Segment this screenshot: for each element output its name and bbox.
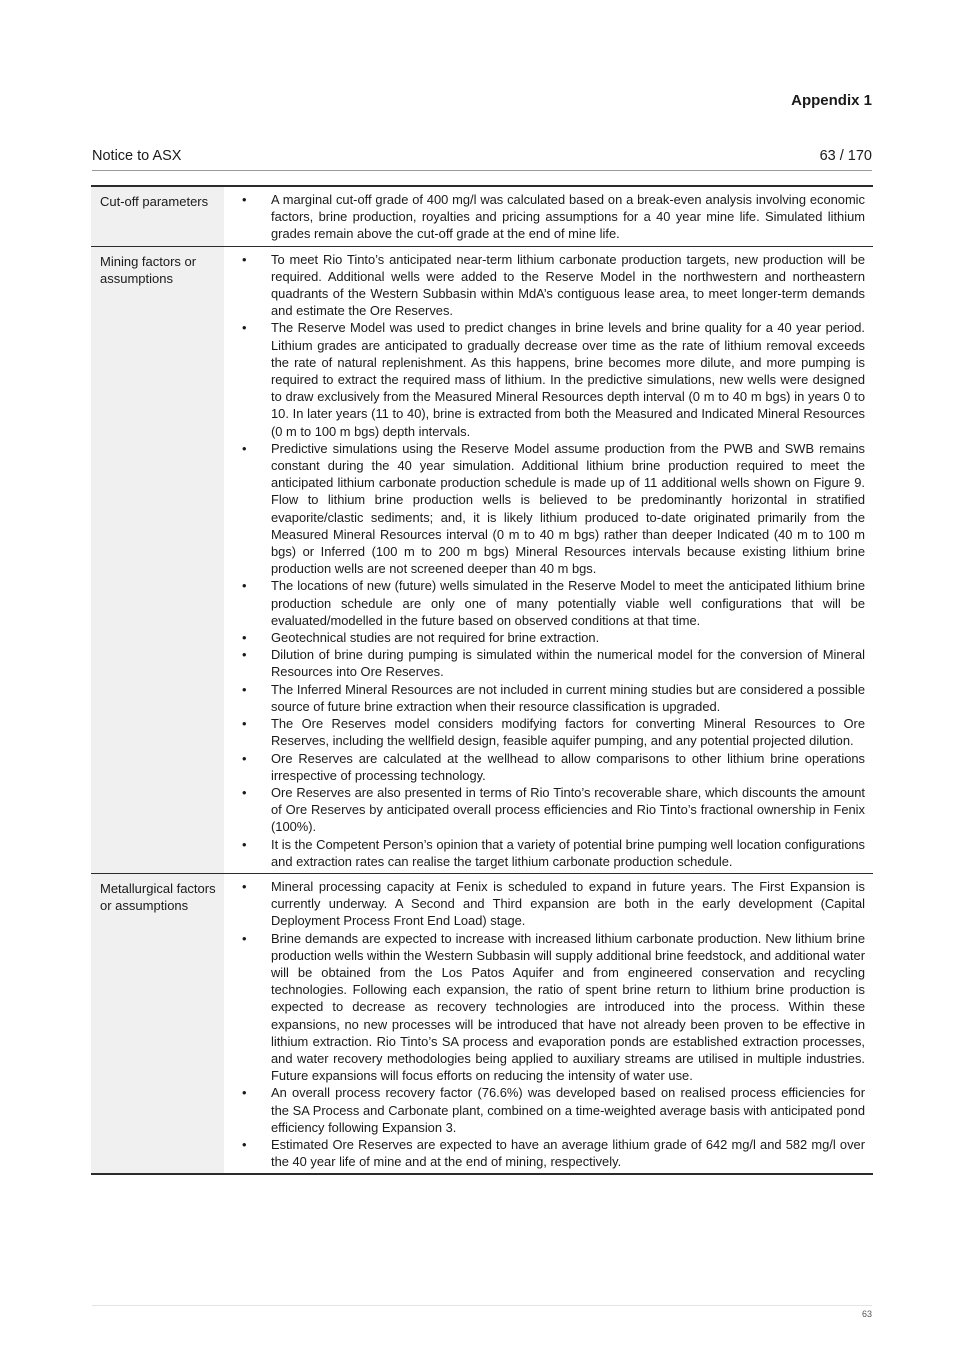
bullet-item: • An overall process recovery factor (76.6%) was developed based on realised process efficiencies for the SA Process and Carbonate plant, combined on a time-weighted average basis with anticipated pond efficiency following Expansion 3. [224,1084,865,1136]
row-content [224,874,873,1173]
bullet-item: • The Reserve Model was used to predict changes in brine levels and brine quality for a 40 year period. Lithium grades are anticipated to gradually decrease over time as the rate of lithium removal exceeds the rate of natural replenishment. As this happens, brine becomes more dilute, and more pumping is required to extract the required mass of lithium. In the predictive simulations, new wells were designed to draw exclusively from the Measured Mineral Resources depth interval (0 m to 40 m bgs) in years 0 to 10. In later years (11 to 40), brine is extracted from both the Measured and Indicated Mineral Resources (0 m to 100 m bgs) depth intervals. [224,319,865,439]
row-label: Cut-off parameters [91,187,224,246]
modifying-factors-table [91,185,873,1175]
row-label: Mining factors or assumptions [91,247,224,873]
bullet-item: • The locations of new (future) wells simulated in the Reserve Model to meet the anticipated lithium brine production schedule are only one of many potentially viable well configurations that will be evaluated/modelled in the future based on observed conditions at that time. [224,577,865,629]
bullet-item: • Brine demands are expected to increase with increased lithium carbonate production. New lithium brine production wells within the Western Subbasin will supply additional brine feedstock, and additional water will be obtained from the Los Patos Aquifer and from engineered conservation and recycling technologies. Following each expansion, the ratio of spent brine return to lithium brine production is expected to decrease as recovery technologies are introduced into the process. Within these expansions, no new processes will be introduced that have not already been proven to be effective in lithium extraction. Rio Tinto’s SA process and evaporation ponds are established extraction processes, and water recovery methodologies being applied to auxiliary streams are utilised in multiple industries. Future expansions will focus efforts on reducing the intensity of water use. [224,930,865,1085]
bullet-item: • Ore Reserves are also presented in terms of Rio Tinto’s recoverable share, which discounts the amount of Ore Reserves by anticipated overall process efficiencies and Rio Tinto’s fractional ownership in Fenix (100%). [224,784,865,836]
bullet-item: • The Ore Reserves model considers modifying factors for converting Mineral Resources to Ore Reserves, including the wellfield design, feasible aquifer pumping, and any potential projected dilution. [224,715,865,749]
page-counter: 63 / 170 [819,148,872,164]
page-header [92,148,872,171]
bullet-list [224,251,865,870]
bullet-item: • Geotechnical studies are not required for brine extraction. [224,629,865,646]
appendix-label: Appendix 1 [791,92,872,109]
table-row-metallurgical [91,874,873,1173]
bullet-item: • Predictive simulations using the Reserve Model assume production from the PWB and SWB remains constant during the 40 year simulation. Additional lithium brine production required to meet the anticipated lithium carbonate production schedule is made up of 11 additional wells shown on Figure 9. Flow to lithium brine production wells is believed to be predominantly horizontal in stratified evaporite/clastic sediments; and, it is likely lithium produced to-date originated primarily from the Measured Mineral Resources interval (0 m to 40 m bgs) rather than deeper Indicated (40 m to 100 m bgs) or Inferred (100 m to 200 m bgs) Mineral Resources intervals because existing lithium brine production wells are not screened deeper than 40 m bgs. [224,440,865,578]
row-content [224,247,873,873]
row-content [224,187,873,246]
bullet-item: • Mineral processing capacity at Fenix is scheduled to expand in future years. The First Expansion is currently underway. A Second and Third expansion are both in the early development (Capital Deployment Process Front End Load) stage. [224,878,865,930]
document-title: Notice to ASX [92,148,182,164]
table-row-mining [91,247,873,874]
bullet-item: • Dilution of brine during pumping is simulated within the numerical model for the conversion of Mineral Resources into Ore Reserves. [224,646,865,680]
footer-divider [92,1305,872,1306]
row-label: Metallurgical factors or assumptions [91,874,224,1173]
bullet-item: • To meet Rio Tinto’s anticipated near-term lithium carbonate production targets, new production will be required. Additional wells were added to the Reserve Model in the northwestern and northeastern quadrants of the Western Subbasin within MdA’s contiguous lease area, to meet longer-term demands and estimate the Ore Reserves. [224,251,865,320]
bullet-item: • Ore Reserves are calculated at the wellhead to allow comparisons to other lithium brine operations irrespective of processing technology. [224,750,865,784]
bullet-item: • Estimated Ore Reserves are expected to have an average lithium grade of 642 mg/l and 582 mg/l over the 40 year life of mine and at the end of mining, respectively. [224,1136,865,1170]
bullet-item: • The Inferred Mineral Resources are not included in current mining studies but are considered a possible source of future brine extraction when their resource classification is upgraded. [224,681,865,715]
table-row-cut-off [91,187,873,247]
bullet-item: • It is the Competent Person’s opinion that a variety of potential brine pumping well location configurations and extraction rates can realise the target lithium carbonate production schedule. [224,836,865,870]
bullet-list [224,878,865,1170]
footer-page-number: 63 [861,1309,872,1319]
bullet-list [224,191,865,243]
bullet-item: • A marginal cut-off grade of 400 mg/l was calculated based on a break-even analysis involving economic factors, brine production, royalties and pricing assumptions for a 40 year mine life. Simulated lithium grades remain above the cut-off grade at the end of mine life. [224,191,865,243]
